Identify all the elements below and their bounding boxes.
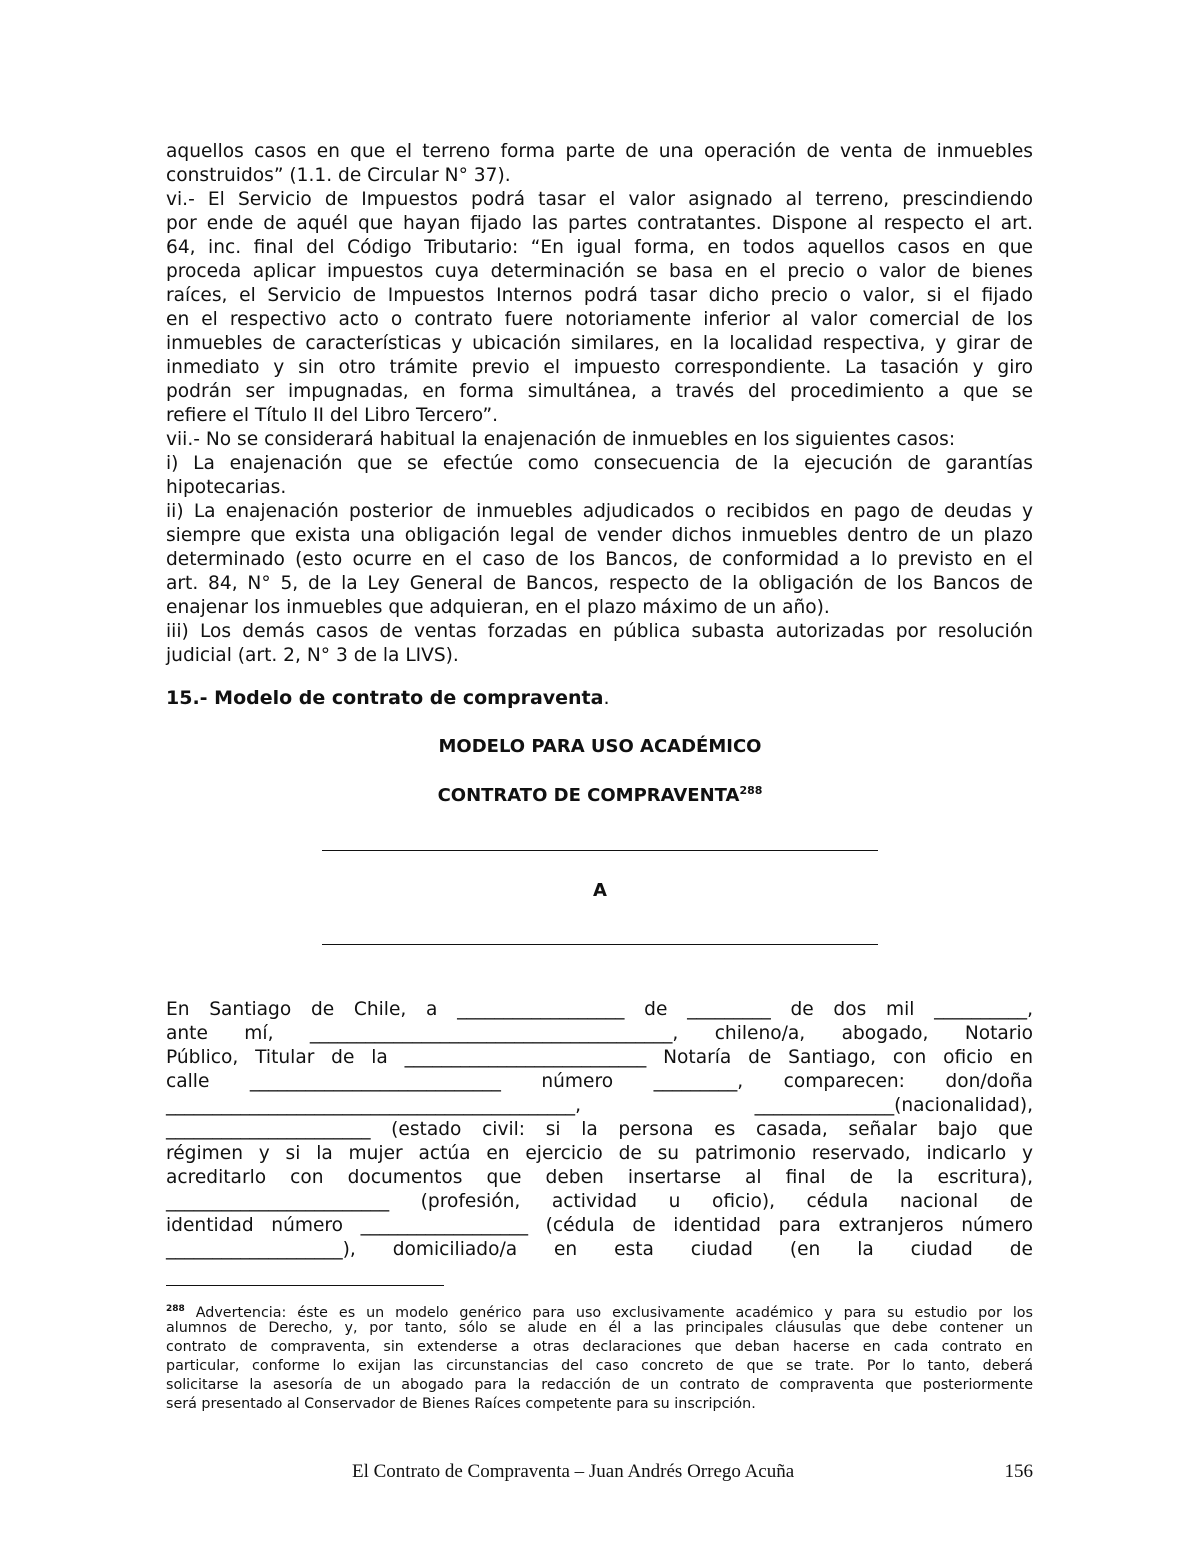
body-line: 64, inc. final del Código Tributario: “En igual forma, en todos aquellos casos en que — [166, 237, 1033, 258]
body-line: en el respectivo acto o contrato fuere notoriamente inferior al valor comercial de los — [166, 309, 1033, 330]
footer-title: El Contrato de Compraventa – Juan Andrés Orrego Acuña — [352, 1461, 795, 1482]
contract-line: Público, Titular de la __________________________ Notaría de Santiago, con oficio en — [166, 1047, 1033, 1068]
body-line: determinado (esto ocurre en el caso de los Bancos, de conformidad a lo previsto en el — [166, 549, 1033, 570]
page-number: 156 — [1004, 1461, 1033, 1482]
party-blank-line — [322, 850, 878, 851]
contract-line: ______________________ (estado civil: si la persona es casada, señalar bajo que — [166, 1119, 1033, 1140]
contract-line: régimen y si la mujer actúa en ejercicio de su patrimonio reservado, indicarlo y — [166, 1143, 1033, 1164]
model-title: MODELO PARA USO ACADÉMICO — [438, 736, 762, 757]
footnote-line: particular, conforme lo exijan las circunstancias del caso concreto de que se trate. Por lo tanto, deberá — [166, 1358, 1033, 1374]
contract-line: ____________________________________________, _______________(nacionalidad), — [166, 1095, 1033, 1116]
body-line: inmediato y sin otro trámite previo el impuesto correspondiente. La tasación y giro — [166, 357, 1033, 378]
body-line: refiere el Título II del Libro Tercero”. — [166, 405, 499, 426]
footnote-line: contrato de compraventa, sin extenderse a otras declaraciones que deban hacerse en cada contrato en — [166, 1339, 1033, 1355]
footnote-separator — [166, 1285, 444, 1286]
body-line: por ende de aquél que hayan fijado las partes contratantes. Dispone al respecto el art. — [166, 213, 1033, 234]
section-heading-period: . — [603, 687, 610, 709]
footnote-line: solicitarse la asesoría de un abogado para la redacción de un contrato de compraventa que posteriormente — [166, 1377, 1033, 1393]
body-line: podrán ser impugnadas, en forma simultánea, a través del procedimiento a que se — [166, 381, 1033, 402]
section-heading — [166, 687, 610, 709]
body-line: raíces, el Servicio de Impuestos Internos podrá tasar dicho precio o valor, si el fijado — [166, 285, 1033, 306]
section-heading-text: 15.- Modelo de contrato de compraventa — [166, 687, 604, 709]
contract-title-text: CONTRATO DE COMPRAVENTA — [437, 785, 740, 806]
footnote-reference: 288 — [739, 784, 763, 797]
body-line: i) La enajenación que se efectúe como consecuencia de la ejecución de garantías — [166, 453, 1033, 474]
contract-line: ________________________ (profesión, actividad u oficio), cédula nacional de — [166, 1191, 1033, 1212]
body-line: iii) Los demás casos de ventas forzadas en pública subasta autorizadas por resolución — [166, 621, 1033, 642]
body-line: ii) La enajenación posterior de inmuebles adjudicados o recibidos en pago de deudas y — [166, 501, 1033, 522]
contract-line: calle ___________________________ número _________, comparecen: don/doña — [166, 1071, 1033, 1092]
footnote-line: será presentado al Conservador de Bienes Raíces competente para su inscripción. — [166, 1396, 756, 1412]
body-line: proceda aplicar impuestos cuya determinación se basa en el precio o valor de bienes — [166, 261, 1033, 282]
body-line: siempre que exista una obligación legal de vender dichos inmuebles dentro de un plazo — [166, 525, 1033, 546]
body-line: vi.- El Servicio de Impuestos podrá tasar el valor asignado al terreno, prescindiendo — [166, 189, 1033, 210]
contract-line: ante mí, _______________________________________, chileno/a, abogado, Notario — [166, 1023, 1033, 1044]
body-line: enajenar los inmuebles que adquieran, en el plazo máximo de un año). — [166, 597, 830, 618]
body-line: aquellos casos en que el terreno forma parte de una operación de venta de inmuebles — [166, 141, 1033, 162]
footnote-number: 288 — [166, 1304, 185, 1314]
contract-line: acreditarlo con documentos que deben insertarse al final de la escritura), — [166, 1167, 1033, 1188]
body-line: vii.- No se considerará habitual la enajenación de inmuebles en los siguientes casos: — [166, 429, 956, 450]
body-line: judicial (art. 2, N° 3 de la LIVS). — [166, 645, 459, 666]
footnote-text: Advertencia: éste es un modelo genérico para uso exclusivamente académico y para su estudio por los — [184, 1304, 1033, 1321]
parties-separator: A — [593, 880, 607, 901]
contract-title — [0, 785, 1200, 806]
footnote-line: alumnos de Derecho, y, por tanto, sólo se alude en él a las principales cláusulas que debe contener un — [166, 1320, 1033, 1336]
party-blank-line — [322, 944, 878, 945]
body-line: construidos” (1.1. de Circular N° 37). — [166, 165, 511, 186]
body-line: hipotecarias. — [166, 477, 287, 498]
contract-line: En Santiago de Chile, a __________________ de _________ de dos mil __________, — [166, 999, 1033, 1020]
contract-line: ___________________), domiciliado/a en esta ciudad (en la ciudad de — [166, 1239, 1033, 1260]
contract-line: identidad número __________________ (cédula de identidad para extranjeros número — [166, 1215, 1033, 1236]
body-line: art. 84, N° 5, de la Ley General de Bancos, respecto de la obligación de los Bancos de — [166, 573, 1033, 594]
body-line: inmuebles de características y ubicación similares, en la localidad respectiva, y girar de — [166, 333, 1033, 354]
